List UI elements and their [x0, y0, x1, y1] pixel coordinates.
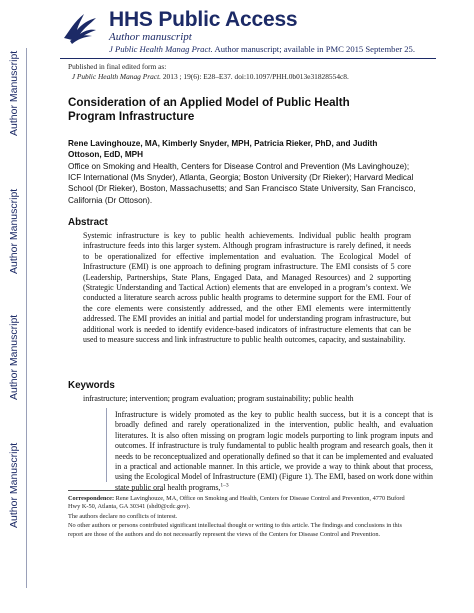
- citation-line: [68, 72, 349, 82]
- keywords-heading: Keywords: [68, 380, 115, 391]
- hhs-eagle-logo-icon: [60, 8, 100, 46]
- footnote-divider: [68, 490, 163, 491]
- citation-journal: J Public Health Manag Pract.: [71, 71, 161, 81]
- side-label-author-manuscript: Author Manuscript: [8, 442, 20, 528]
- side-label-author-manuscript: Author Manuscript: [8, 50, 20, 136]
- correspondence-text: Rene Lavinghouze, MA, Office on Smoking and Health, Centers for Disease Control and Prevention, 4770 Buford Hwy K-50, Atlanta, GA 30341 (shd0@cdc.gov).: [68, 495, 405, 511]
- margin-rule: [26, 48, 27, 588]
- header-divider: [60, 58, 436, 59]
- conflict-note: The authors declare no conflicts of interest.: [68, 512, 178, 520]
- publication-info: [68, 62, 349, 82]
- author-manuscript-subtitle: Author manuscript: [109, 31, 192, 43]
- body-paragraph-text: Infrastructure is widely promoted as the key to public health success, but it is a concept that is broadly defined and rarely operationalized in the intervention, public health, and evaluation literatures. It is also often missing on program logic models purporting to link program inputs and outcomes. If infrastructure is truly fundamental to public health program and research goals, then it needs to be reconceptualized and operationally defined so that it can be implemented and evaluated in a practical and actionable manner. In this article, we provide a way to think about that process, using the Ecological Model of Infrastructure (EMI) (Figure 1). The EMI, based on work done within state public oral health programs,: [115, 410, 433, 492]
- correspondence-label: Correspondence:: [68, 495, 115, 502]
- abstract-text: Systemic infrastructure is key to public health achievements. Individual public health program infrastructure feeds into this larger system. Although program infrastructure is rarely defined, it needs to be operationalized for effective implementation and evaluation. The Ecological Model of Infrastructure (EMI) is one approach to defining program infrastructure. The EMI consists of 5 core (Leadership, Partnerships, State Plans, Engaged Data, and Managed Resources) and 2 supporting (Strategic Understanding and Tactical Action) elements that are enveloped in a program’s context. We conducted a literature search across public health programs to determine support for the EMI. Four of the core elements were consistently addressed, and the other EMI elements were intermittently addressed. The EMI provides an initial and partial model for understanding program infrastructure, but additional work is needed to identify evidence-based indicators of infrastructure elements that can be used to measure success and link infrastructure to public health outcomes, capacity, and sustainability.: [83, 231, 411, 345]
- journal-name[interactable]: J Public Health Manag Pract.: [109, 44, 213, 54]
- correspondence-note: [68, 495, 414, 512]
- availability-text: Author manuscript; available in PMC 2015 September 25.: [214, 44, 416, 54]
- keywords-text: infrastructure; intervention; program evaluation; program sustainability; public health: [83, 394, 354, 403]
- journal-availability-line: [109, 44, 415, 54]
- citation-superscript[interactable]: 1–3: [220, 482, 229, 489]
- footnotes: [68, 495, 414, 540]
- author-list: Rene Lavinghouze, MA, Kimberly Snyder, MPH, Patricia Rieker, PhD, and Judith Ottoson, EdD, MPH: [68, 139, 378, 160]
- abstract-heading: Abstract: [68, 217, 108, 228]
- citation-details[interactable]: 2013 ; 19(6): E28–E37. doi:10.1097/PHH.0b013e31828554c8.: [162, 71, 349, 81]
- hhs-public-access-title: HHS Public Access: [109, 8, 298, 31]
- side-label-author-manuscript: Author Manuscript: [8, 314, 20, 400]
- article-title: Consideration of an Applied Model of Public Health Program Infrastructure: [68, 96, 350, 124]
- body-paragraph: [115, 410, 433, 493]
- side-label-author-manuscript: Author Manuscript: [8, 188, 20, 274]
- disclaimer-note: No other authors or persons contributed significant intellectual thought or writing to this article. The findings and conclusions in this report are those of the authors and do not necessarily represent the views of the Centers for Disease Control and Prevention.: [68, 522, 402, 538]
- published-line: Published in final edited form as:: [68, 62, 167, 71]
- affiliations: Office on Smoking and Health, Centers for Disease Control and Prevention (Ms Lavinghouze); ICF International (Ms Snyder), Atlanta, Georgia; Boston University (Dr Rieker); Harvard Medical School (Dr Rieker), Boston, Massachusetts; and San Francisco State University, San Francisco, California (Dr Ottoson).: [68, 162, 416, 205]
